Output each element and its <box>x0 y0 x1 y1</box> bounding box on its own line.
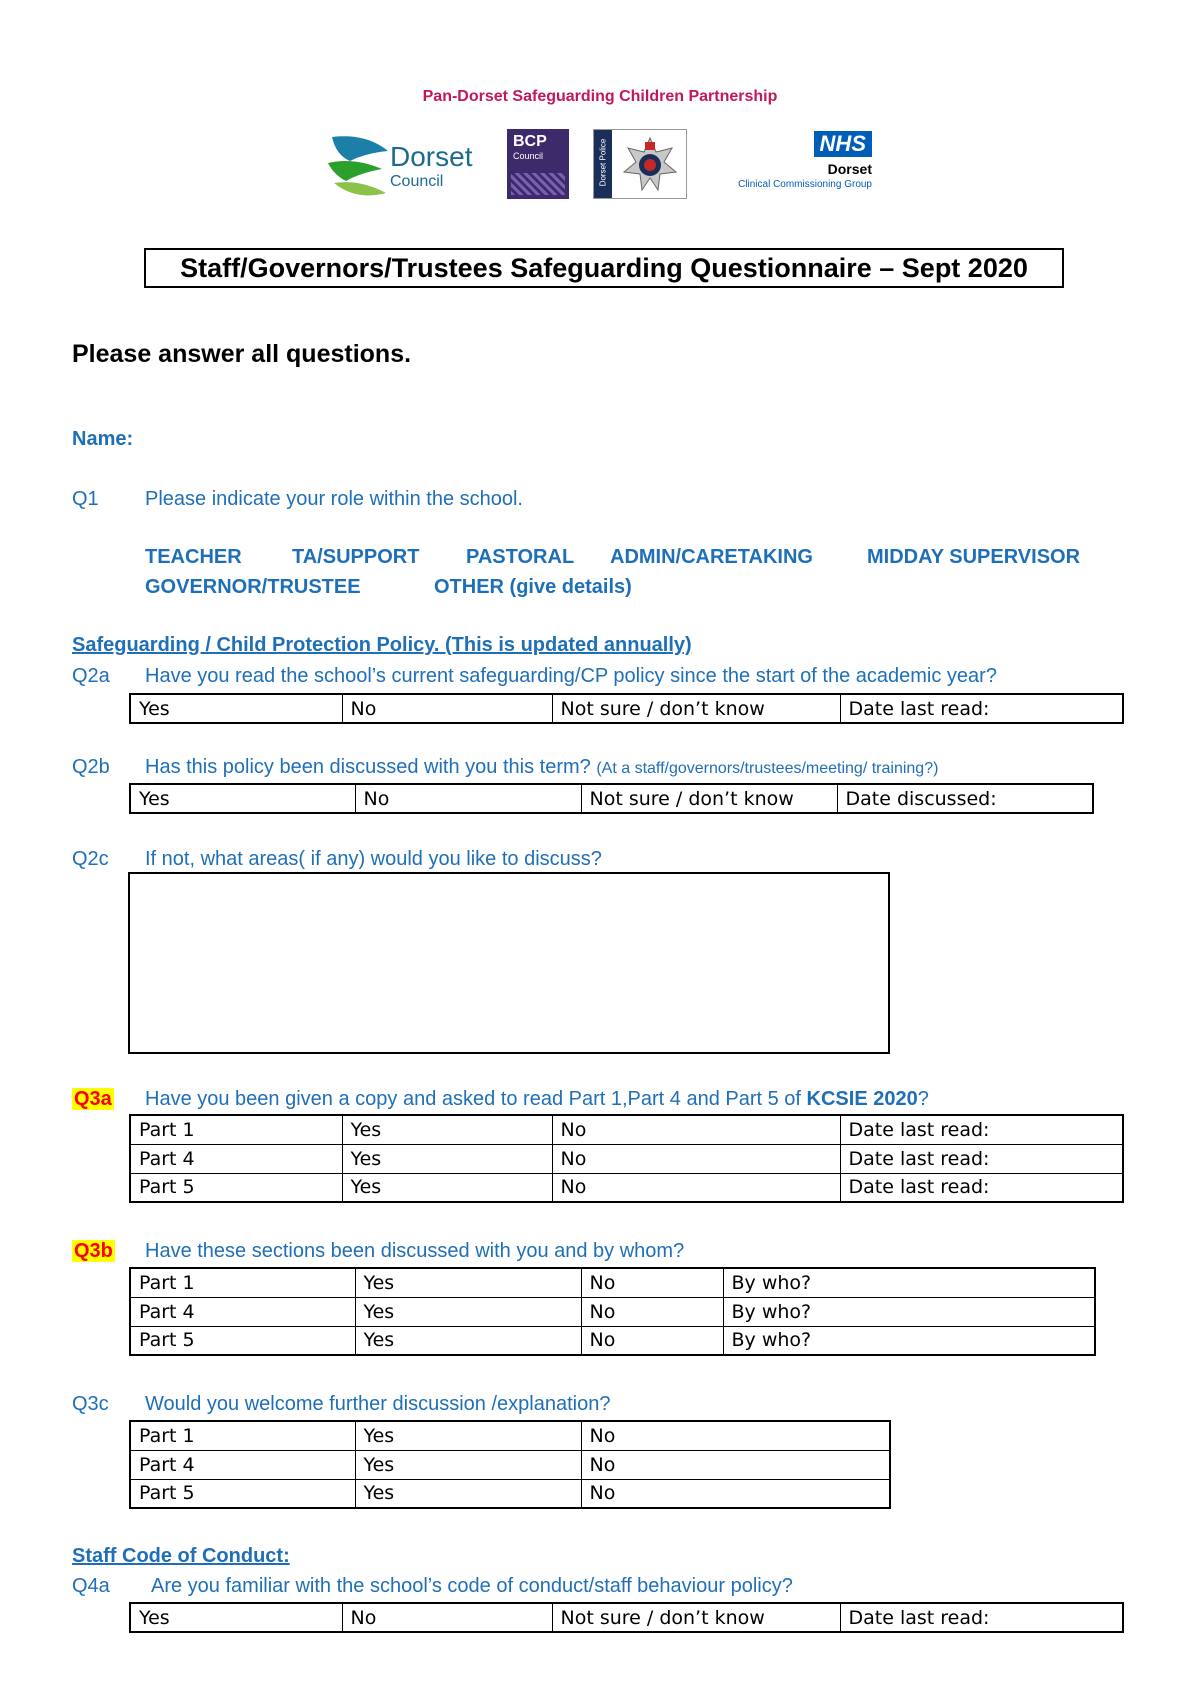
q4a-number: Q4a <box>72 1575 110 1597</box>
q3c-part5-yes[interactable]: Yes <box>355 1479 581 1508</box>
table-row <box>130 1268 1095 1297</box>
q3b-part4-yes[interactable]: Yes <box>355 1297 581 1326</box>
q3c-part5-no[interactable]: No <box>581 1479 890 1508</box>
q3a-answer-table <box>129 1114 1124 1203</box>
q3c-answer-table <box>129 1420 891 1509</box>
page-title: Staff/Governors/Trustees Safeguarding Questionnaire – Sept 2020 <box>144 248 1064 288</box>
partnership-heading: Pan-Dorset Safeguarding Children Partnership <box>422 88 778 105</box>
q4a-text: Are you familiar with the school’s code of conduct/staff behaviour policy? <box>151 1575 793 1597</box>
q3b-part1-no[interactable]: No <box>581 1268 723 1297</box>
q3b-part5: Part 5 <box>130 1326 355 1355</box>
bcp-council-logo <box>507 129 569 199</box>
q2a-no[interactable]: No <box>342 694 552 723</box>
q2b-date-discussed[interactable]: Date discussed: <box>837 784 1093 813</box>
q3c-part1-no[interactable]: No <box>581 1421 890 1450</box>
q4a-no[interactable]: No <box>342 1603 552 1632</box>
q3a-number <box>72 1088 114 1111</box>
q2c-number: Q2c <box>72 848 109 870</box>
q3b-part4-no[interactable]: No <box>581 1297 723 1326</box>
q3a-part5-yes[interactable]: Yes <box>342 1173 552 1202</box>
q3a-part4-date[interactable]: Date last read: <box>840 1144 1123 1173</box>
q3a-part5: Part 5 <box>130 1173 342 1202</box>
q3b-part5-no[interactable]: No <box>581 1326 723 1355</box>
bcp-pattern <box>511 173 565 195</box>
q2a-answer-table <box>129 693 1124 724</box>
q4a-not-sure[interactable]: Not sure / don’t know <box>552 1603 840 1632</box>
intro-instruction: Please answer all questions. <box>72 340 412 368</box>
table-row <box>130 1144 1123 1173</box>
q3b-part5-by-who[interactable]: By who? <box>723 1326 1095 1355</box>
q2b-question <box>145 756 938 779</box>
table-row <box>130 1479 890 1508</box>
q3a-part4-no[interactable]: No <box>552 1144 840 1173</box>
q2b-note: (At a staff/governors/trustees/meeting/ training?) <box>596 760 939 777</box>
q3b-number <box>72 1240 115 1263</box>
q3a-part4-yes[interactable]: Yes <box>342 1144 552 1173</box>
dorset-council-logo <box>326 133 486 203</box>
q3a-part5-date[interactable]: Date last read: <box>840 1173 1123 1202</box>
q2a-text: Have you read the school’s current safeguarding/CP policy since the start of the academic year? <box>145 665 997 687</box>
name-label: Name: <box>72 428 134 450</box>
bcp-council-text: Council <box>513 151 544 161</box>
nhs-dorset-logo <box>708 127 878 199</box>
q2b-number: Q2b <box>72 756 110 778</box>
q4a-answer-table <box>129 1602 1124 1633</box>
police-badge-icon <box>620 134 680 194</box>
police-logo-text: Dorset Police <box>598 138 608 187</box>
q1-option-ta-support[interactable]: TA/SUPPORT <box>292 546 420 568</box>
nhs-ccg-text: Clinical Commissioning Group <box>738 179 872 190</box>
q2c-answer-box[interactable] <box>128 872 890 1054</box>
dorset-wave-icon <box>326 133 392 201</box>
q1-number: Q1 <box>72 488 99 510</box>
q1-option-midday-supervisor[interactable]: MIDDAY SUPERVISOR <box>867 546 1081 568</box>
q3b-part5-yes[interactable]: Yes <box>355 1326 581 1355</box>
q3c-part4: Part 4 <box>130 1450 355 1479</box>
q3b-part4-by-who[interactable]: By who? <box>723 1297 1095 1326</box>
q3a-highlight: Q3a <box>74 1088 112 1110</box>
q3a-part1-date[interactable]: Date last read: <box>840 1115 1123 1144</box>
q3a-part5-no[interactable]: No <box>552 1173 840 1202</box>
q1-option-admin-caretaking[interactable]: ADMIN/CARETAKING <box>610 546 813 568</box>
dorset-logo-text: Dorset <box>390 141 473 172</box>
q3a-part1: Part 1 <box>130 1115 342 1144</box>
nhs-logo-badge: NHS <box>814 131 872 157</box>
q3a-question <box>145 1088 929 1111</box>
q2c-text: If not, what areas( if any) would you like to discuss? <box>145 848 602 870</box>
q3b-part4: Part 4 <box>130 1297 355 1326</box>
q1-option-governor-trustee[interactable]: GOVERNOR/TRUSTEE <box>145 576 361 598</box>
q3b-part1: Part 1 <box>130 1268 355 1297</box>
nhs-dorset-text: Dorset <box>827 161 872 177</box>
council-logo-text: Council <box>390 173 444 190</box>
q1-text: Please indicate your role within the school. <box>145 488 523 510</box>
logo-row <box>0 125 1200 205</box>
dorset-police-logo <box>593 129 687 199</box>
q2b-not-sure[interactable]: Not sure / don’t know <box>581 784 837 813</box>
q3b-part1-by-who[interactable]: By who? <box>723 1268 1095 1297</box>
q3c-part1: Part 1 <box>130 1421 355 1450</box>
q3a-part1-no[interactable]: No <box>552 1115 840 1144</box>
section-safeguarding-policy: Safeguarding / Child Protection Policy. (This is updated annually) <box>72 634 692 656</box>
q3c-text: Would you welcome further discussion /explanation? <box>145 1393 611 1415</box>
table-row <box>130 1421 890 1450</box>
q1-option-pastoral[interactable]: PASTORAL <box>466 546 575 568</box>
q2a-date-last-read[interactable]: Date last read: <box>840 694 1123 723</box>
q2b-no[interactable]: No <box>355 784 581 813</box>
q3c-part5: Part 5 <box>130 1479 355 1508</box>
q3c-part4-yes[interactable]: Yes <box>355 1450 581 1479</box>
table-row <box>130 1115 1123 1144</box>
q4a-date-last-read[interactable]: Date last read: <box>840 1603 1123 1632</box>
q3a-text-end: ? <box>917 1088 929 1110</box>
q3c-part4-no[interactable]: No <box>581 1450 890 1479</box>
q2a-yes[interactable]: Yes <box>130 694 342 723</box>
q3c-number: Q3c <box>72 1393 109 1415</box>
q3a-part4: Part 4 <box>130 1144 342 1173</box>
q3a-text: Have you been given a copy and asked to read Part 1,Part 4 and Part 5 of <box>145 1088 807 1110</box>
q3b-answer-table <box>129 1267 1096 1356</box>
q4a-yes[interactable]: Yes <box>130 1603 342 1632</box>
q2b-text: Has this policy been discussed with you this term? <box>145 756 591 778</box>
q1-option-teacher[interactable]: TEACHER <box>145 546 242 568</box>
q2b-yes[interactable]: Yes <box>130 784 355 813</box>
q3b-text: Have these sections been discussed with you and by whom? <box>145 1240 685 1262</box>
q2a-not-sure[interactable]: Not sure / don’t know <box>552 694 840 723</box>
q3a-kcsie: KCSIE 2020 <box>806 1088 918 1110</box>
q3c-part1-yes[interactable]: Yes <box>355 1421 581 1450</box>
q3b-part1-yes[interactable]: Yes <box>355 1268 581 1297</box>
q3a-part1-yes[interactable]: Yes <box>342 1115 552 1144</box>
table-row <box>130 1326 1095 1355</box>
q2a-number: Q2a <box>72 665 110 687</box>
q3b-highlight: Q3b <box>74 1240 113 1262</box>
bcp-logo-text: BCP <box>513 133 547 150</box>
q2b-answer-table <box>129 783 1094 814</box>
table-row <box>130 1297 1095 1326</box>
section-code-of-conduct: Staff Code of Conduct: <box>72 1545 290 1567</box>
table-row <box>130 1173 1123 1202</box>
q1-option-other[interactable]: OTHER (give details) <box>434 576 632 598</box>
table-row <box>130 1450 890 1479</box>
